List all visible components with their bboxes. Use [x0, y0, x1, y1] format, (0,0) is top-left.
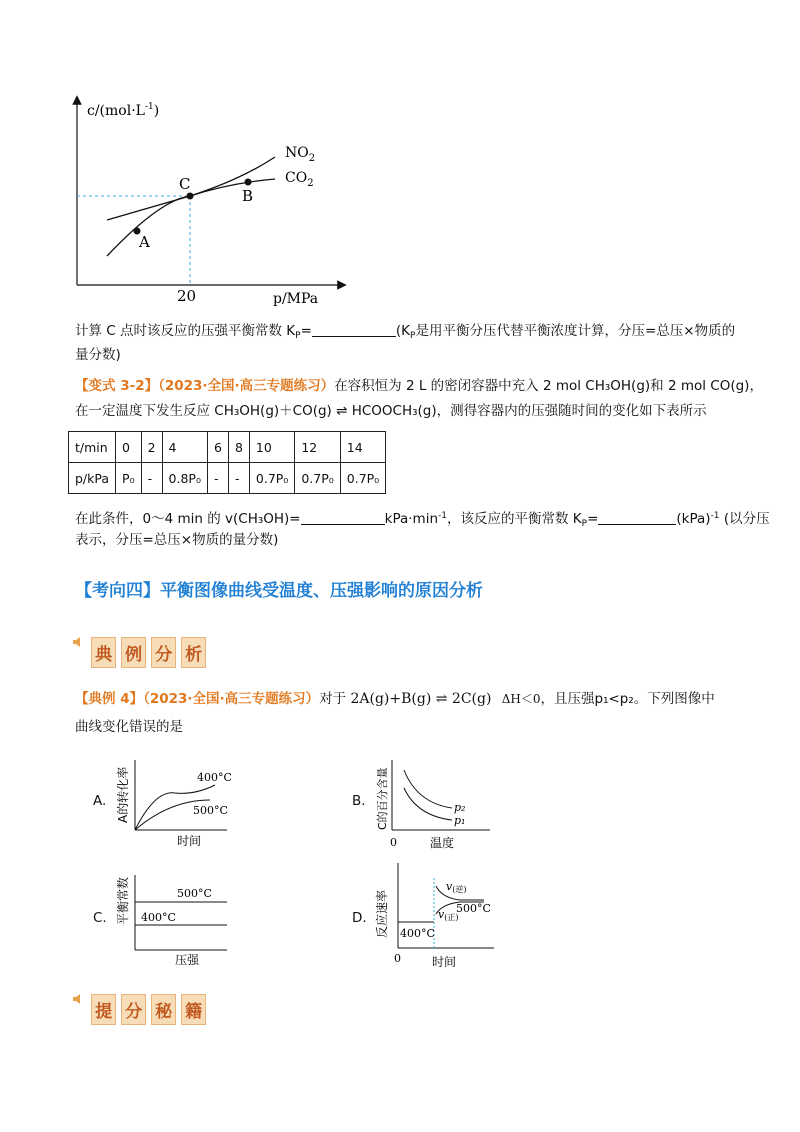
example-suffix: ，且压强p₁<p₂。下列图像中: [540, 691, 715, 707]
option-a-400c-label: 400°C: [197, 771, 232, 784]
option-d-xlabel: 时间: [432, 955, 457, 969]
point-a-label: A: [139, 233, 150, 251]
kp-unit-sup: -1: [710, 511, 720, 521]
pressure-time-table: [68, 431, 386, 494]
option-b-p2-curve: [404, 770, 452, 808]
badge-score-tips: [72, 990, 211, 1025]
table-cell: 12: [295, 432, 340, 463]
badge-char: 析: [181, 637, 206, 668]
question-kp-line1: [75, 320, 735, 347]
table-cell: P₀: [116, 463, 142, 494]
rate-unit: kPa·min: [384, 511, 438, 527]
option-c-graph: [115, 865, 245, 965]
kp-question-sub: P: [581, 519, 588, 529]
option-d-400c-label: 400°C: [400, 927, 435, 940]
example-equation: 2A(g)+B(g) ⇌ 2C(g): [350, 691, 492, 707]
badge-char: 例: [121, 637, 146, 668]
no2-label: $NO_2$: [285, 145, 316, 164]
co2-label: $CO_2$: [285, 170, 314, 189]
table-cell: -: [228, 463, 249, 494]
kp-note-sub: P: [410, 331, 416, 341]
kp-sub: P: [295, 331, 301, 341]
option-a-ylabel: A的转化率: [116, 766, 130, 823]
option-a-graph: [115, 755, 245, 850]
option-b-ylabel: C的百分含量: [376, 767, 389, 830]
kp-note-rest: 是用平衡分压代替平衡浓度计算，分压=总压×物质的: [415, 323, 736, 339]
option-b-p1-label: p₁: [454, 814, 466, 827]
variant-line2: 在一定温度下发生反应 CH₃OH(g)＋CO(g) ⇌ HCOOCH₃(g)，测得容器内的压强随时间的变化如下表所示: [75, 403, 707, 419]
option-d-500c-label: 500°C: [456, 902, 491, 915]
option-d-v-forward-label: v(正): [438, 908, 459, 922]
badge-typical-example: [72, 633, 211, 668]
section-heading: 【考向四】平衡图像曲线受温度、压强影响的原因分析: [75, 581, 483, 601]
table-cell: 8: [228, 432, 249, 463]
table-cell: 0.7P₀: [249, 463, 294, 494]
example-line1: [75, 688, 715, 710]
badge-char: 秘: [151, 994, 176, 1025]
point-b-marker: [245, 179, 252, 186]
badge-char: 典: [91, 637, 116, 668]
option-d-origin: 0: [394, 952, 401, 965]
option-a-500c-label: 500°C: [193, 804, 228, 817]
badge-char: 分: [151, 637, 176, 668]
question-text: 计算 C 点时该反应的压强平衡常数 K: [75, 323, 296, 339]
equilibrium-concentration-graph: [60, 95, 360, 315]
rate-unit-sup: -1: [438, 511, 447, 521]
example-line2: 曲线变化错误的是: [75, 719, 183, 735]
option-b-letter[interactable]: B.: [352, 793, 366, 809]
table-cell: t/min: [69, 432, 116, 463]
example-tag: 【典例 4】: [75, 691, 144, 707]
table-row: [69, 463, 386, 494]
variant-after-line2: 表示，分压=总压×物质的量分数): [75, 532, 279, 548]
kp-note2: (以分压: [719, 511, 770, 527]
option-c-500c-label: 500°C: [177, 887, 212, 900]
table-cell: 0.7P₀: [340, 463, 385, 494]
speaker-icon: [72, 990, 84, 1002]
option-b-graph: [372, 758, 502, 853]
question-kp-line2: 量分数): [75, 347, 121, 363]
example-prefix: 对于: [319, 691, 347, 707]
table-cell: 6: [207, 432, 228, 463]
speaker-icon: [72, 633, 84, 645]
variant-source: （2023·全国·高三专题练习）: [158, 378, 335, 394]
x-axis-label: p/MPa: [273, 291, 319, 307]
option-b-p1-curve: [404, 788, 452, 820]
table-cell: 4: [162, 432, 207, 463]
option-a-letter[interactable]: A.: [93, 793, 107, 809]
option-c-400c-label: 400°C: [141, 911, 176, 924]
variant-line1: [75, 375, 763, 397]
badge-char: 提: [91, 994, 116, 1025]
table-cell: -: [207, 463, 228, 494]
equals: =: [300, 323, 312, 339]
table-cell: -: [141, 463, 162, 494]
table-row: [69, 432, 386, 463]
option-b-origin: 0: [390, 836, 397, 849]
option-d-ylabel: 反应速率: [375, 889, 389, 938]
option-d-v-reverse-label: v(逆): [446, 880, 467, 894]
variant-tag: 【变式 3-2】: [75, 378, 159, 394]
answer-blank-kp[interactable]: [312, 322, 396, 337]
y-axis-label: $c/(mol\cdot L^{-1})$: [87, 102, 160, 119]
badge-char: 籍: [181, 994, 206, 1025]
no2-curve: [107, 157, 275, 256]
x-tick-20: 20: [177, 287, 197, 305]
table-cell: 14: [340, 432, 385, 463]
table-cell: 0: [116, 432, 142, 463]
table-cell: 2: [141, 432, 162, 463]
point-c-marker: [187, 193, 194, 200]
table-cell: 10: [249, 432, 294, 463]
point-c-label: C: [179, 175, 191, 193]
point-b-label: B: [242, 187, 254, 205]
table-cell: 0.7P₀: [295, 463, 340, 494]
rate-question: 在此条件，0～4 min 的 v(CH₃OH)=: [75, 511, 301, 527]
kp-equals: =: [587, 511, 599, 527]
example-source: （2023·全国·高三专题练习）: [143, 691, 320, 707]
kp-note: (K: [395, 323, 411, 339]
option-c-ylabel: 平衡常数: [116, 876, 130, 925]
option-d-letter[interactable]: D.: [352, 910, 367, 926]
answer-blank-kp2[interactable]: [598, 510, 676, 525]
option-c-letter[interactable]: C.: [93, 910, 107, 926]
option-b-p2-label: p₂: [454, 801, 466, 814]
option-b-xlabel: 温度: [430, 836, 455, 850]
example-delta-h: ΔH＜0: [501, 692, 541, 706]
badge-char: 分: [121, 994, 146, 1025]
variant-text1: 在容积恒为 2 L 的密闭容器中充入 2 mol CH₃OH(g)和 2 mol CO(g)，: [334, 378, 763, 394]
table-cell: 0.8P₀: [162, 463, 207, 494]
option-d-graph: [372, 858, 502, 973]
table-cell: p/kPa: [69, 463, 116, 494]
option-c-xlabel: 压强: [175, 953, 200, 965]
kp-unit: (kPa): [676, 511, 711, 527]
kp-question: ，该反应的平衡常数 K: [446, 511, 582, 527]
answer-blank-rate[interactable]: [301, 510, 385, 525]
option-a-xlabel: 时间: [177, 834, 202, 848]
